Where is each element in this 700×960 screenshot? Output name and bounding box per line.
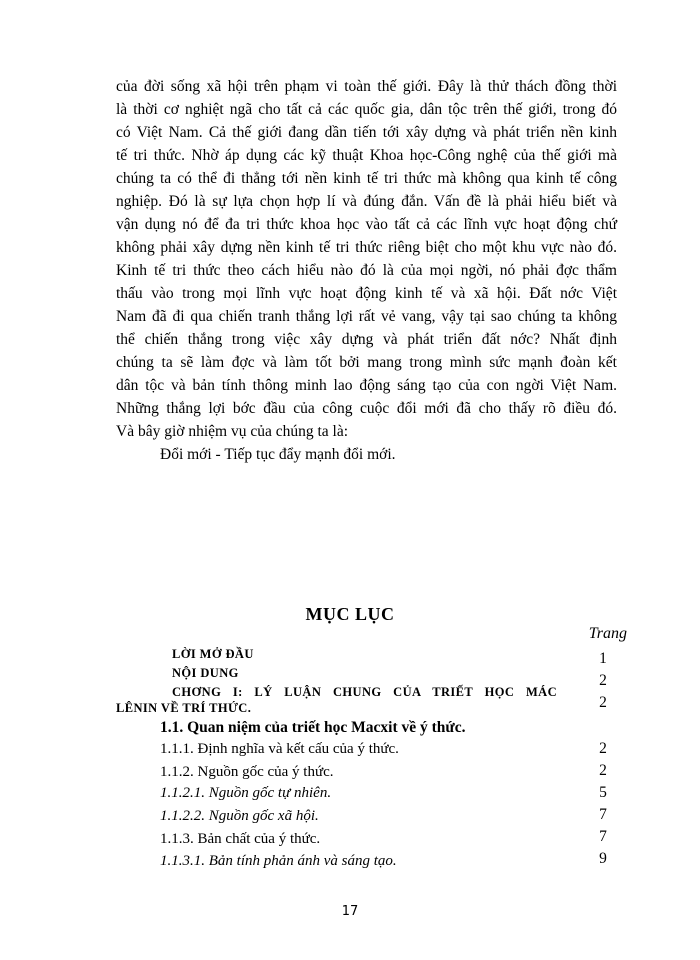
- toc-entry-text: LỜI MỞ ĐẦU: [172, 647, 254, 661]
- toc-entry-page: 2: [599, 762, 607, 779]
- body-line: thấu vào trong mọi lĩnh vực hoạt động kinh tế và xã hội. Đất nớc Việt: [116, 285, 617, 302]
- toc-entry-page: 7: [599, 806, 607, 823]
- toc-entry-page: 7: [599, 828, 607, 845]
- body-line: thể chiến thắng trong việc xây dựng và phát triển đất nớc? Nhất định: [116, 331, 617, 348]
- body-line: vận dụng nó để đa tri thức khoa học vào tất cả các lĩnh vực hoạt động chứ: [116, 216, 617, 233]
- body-line: có Việt Nam. Cả thế giới đang dần tiến tới xây dựng và phát triển nền kinh: [116, 124, 617, 141]
- body-line: chúng ta có thể đi thẳng tới nền kinh tế tri thức mà không qua kinh tế công: [116, 170, 617, 187]
- body-line: Và bây giờ nhiệm vụ của chúng ta là:: [116, 423, 349, 440]
- toc-entry-page: 9: [599, 850, 607, 867]
- body-line: Những thắng lợi bớc đầu của công cuộc đổi mới đã cho thấy rõ điều đó.: [116, 400, 617, 417]
- body-line: dân tộc và bản tính thông minh lao động sáng tạo của con ngời Việt Nam.: [116, 377, 617, 394]
- body-line: của đời sống xã hội trên phạm vi toàn thế giới. Đây là thử thách đồng thời: [116, 78, 617, 95]
- toc-entry-text: 1.1.3. Bản chất của ý thức.: [160, 831, 321, 847]
- body-line: không phải xây dựng nền kinh tế tri thức riêng biệt cho một khu vực nào đó.: [116, 239, 617, 256]
- toc-entry-text: NỘI DUNG: [172, 666, 239, 680]
- toc-entry-text: 1.1.2.2. Nguồn gốc xã hội.: [160, 808, 319, 824]
- body-line: chúng ta sẽ làm đợc và làm tốt bởi mang trong mình sức mạnh đoàn kết: [116, 354, 617, 371]
- toc-entry-text: 1.1.3.1. Bản tính phản ánh và sáng tạo.: [160, 853, 397, 869]
- toc-entry-text: 1.1.2.1. Nguồn gốc tự nhiên.: [160, 785, 332, 801]
- body-line: Kinh tế tri thức theo cách hiểu nào đó là của mọi ngời, nó phải đợc thẩm: [116, 262, 617, 279]
- body-line: tế tri thức. Nhờ áp dụng các kỹ thuật Khoa học-Công nghệ của thế giới mà: [116, 147, 617, 164]
- toc-page-header: Trang: [588, 625, 627, 642]
- body-line: Nam đã đi qua chiến tranh thắng lợi rất vẻ vang, vậy tại sao chúng ta không: [116, 308, 617, 325]
- toc-entry-page: 5: [599, 784, 607, 801]
- toc-title: MỤC LỤC: [305, 604, 395, 624]
- toc-entry-text: 1.1.2. Nguồn gốc của ý thức.: [160, 764, 334, 780]
- slogan-line: Đổi mới - Tiếp tục đẩy mạnh đổi mới.: [160, 446, 396, 463]
- toc-entry-page: 2: [599, 740, 607, 757]
- toc-entry-text-cont: LÊNIN VỀ TRÍ THỨC.: [116, 701, 252, 715]
- toc-entry-text: CHƠNG I: LÝ LUẬN CHUNG CỦA TRIẾT HỌC MÁC: [172, 685, 557, 699]
- page-number: 17: [341, 904, 359, 919]
- toc-entry-page: 2: [599, 672, 607, 689]
- body-line: nghiệp. Đó là sự lựa chọn hợp lí và đúng đắn. Vấn đề là phải hiểu biết và: [116, 193, 617, 210]
- toc-section-heading: 1.1. Quan niệm của triết học Macxit về ý thức.: [160, 719, 466, 736]
- toc-entry-text: 1.1.1. Định nghĩa và kết cấu của ý thức.: [160, 741, 399, 757]
- toc-entry-page: 2: [599, 694, 607, 711]
- body-line: là thời cơ nghiệt ngã cho tất cả các quốc gia, dân tộc trên thế giới, trong đó: [116, 101, 617, 118]
- toc-entry-page: 1: [599, 650, 607, 667]
